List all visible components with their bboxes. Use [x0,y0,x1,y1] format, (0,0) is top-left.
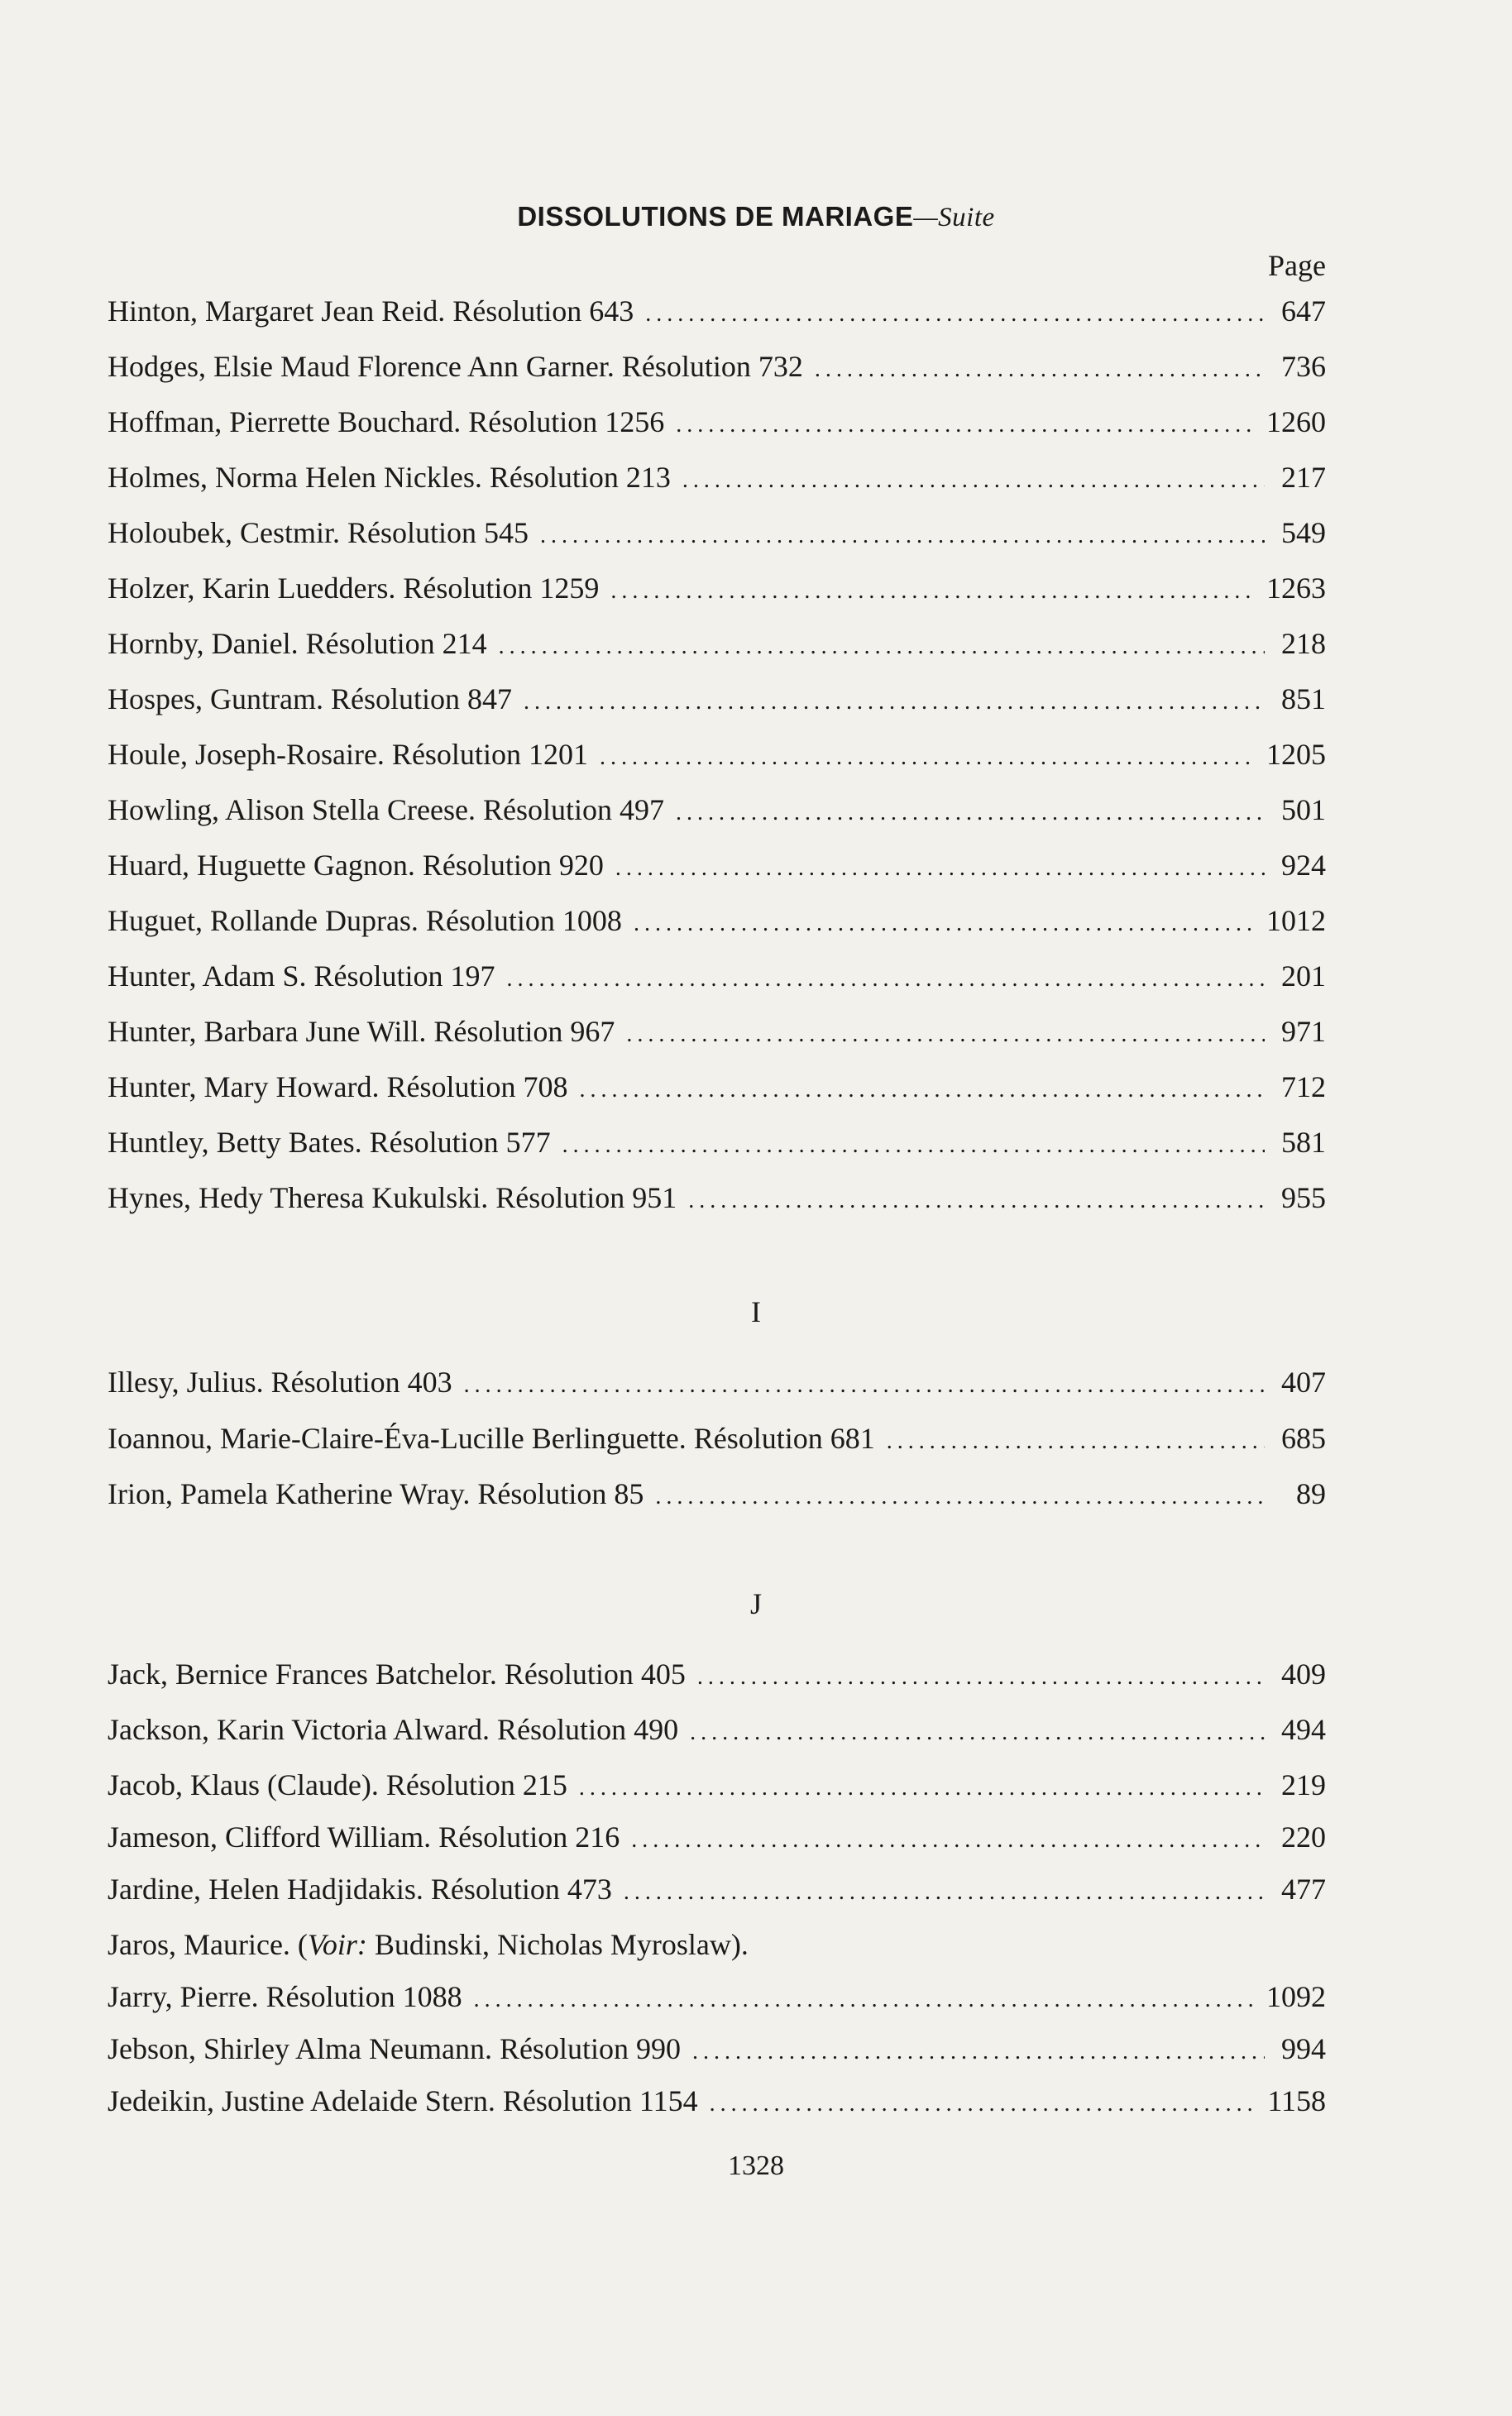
entry-page-number: 219 [1281,1768,1326,1801]
dot-leader [610,578,1255,605]
index-entry [108,1820,1326,1861]
dot-leader [562,1132,1265,1159]
entry-text: Ioannou, Marie-Claire-Éva-Lucille Berlinguette. Résolution 681 [108,1422,875,1455]
entry-page-number: 1260 [1266,405,1326,438]
dot-leader [615,855,1265,882]
entry-page-number: 201 [1281,959,1326,993]
index-entry [108,1421,1326,1462]
index-entry [108,2084,1326,2125]
dot-leader [600,744,1255,771]
entry-text: Hospes, Guntram. Résolution 847 [108,682,512,715]
entry-text: Hunter, Mary Howard. Résolution 708 [108,1070,568,1103]
index-entry [108,404,1326,446]
dot-leader [887,1428,1265,1455]
entry-text: Hodges, Elsie Maud Florence Ann Garner. Résolution 732 [108,350,803,383]
index-entry [108,515,1326,557]
entry-page-number: 407 [1281,1366,1326,1399]
entry-text: Hornby, Daniel. Résolution 214 [108,627,487,660]
entry-page-number: 1092 [1266,1980,1326,2013]
index-entry [108,626,1326,667]
header-subtitle: —Suite [913,203,995,232]
entry-text: Hynes, Hedy Theresa Kukulski. Résolution 951 [108,1181,677,1214]
entry-page-number: 220 [1281,1820,1326,1854]
entry-page-number: 647 [1281,294,1326,328]
dot-leader [507,966,1265,993]
index-entry [108,1927,1326,1969]
dot-leader [655,1484,1265,1510]
index-entry [108,1712,1326,1753]
dot-leader [631,1827,1265,1854]
entry-text: Jedeikin, Justine Adelaide Stern. Résolution 1154 [108,2084,698,2117]
index-entry [108,1979,1326,2021]
entry-page-number: 1263 [1266,572,1326,605]
entry-page-number: 685 [1281,1422,1326,1455]
dot-leader [676,412,1255,438]
index-entry [108,1014,1326,1055]
index-entry [108,792,1326,834]
entry-text: Huard, Huguette Gagnon. Résolution 920 [108,849,604,882]
index-entry [108,294,1326,335]
dot-leader [710,2091,1256,2117]
section-letter-i: I [751,1295,761,1328]
entry-text: Irion, Pamela Katherine Wray. Résolution 85 [108,1477,644,1510]
entry-page-number: 736 [1281,350,1326,383]
dot-leader [474,1987,1255,2013]
dot-leader [688,1188,1265,1214]
entry-text: Huntley, Betty Bates. Résolution 577 [108,1126,551,1159]
index-entry [108,460,1326,501]
entry-text: Holoubek, Cestmir. Résolution 545 [108,516,529,549]
entry-text: Jacob, Klaus (Claude). Résolution 215 [108,1768,567,1801]
entry-page-number: 501 [1281,793,1326,826]
entry-page-number: 994 [1281,2032,1326,2065]
entry-text: Jackson, Karin Victoria Alward. Résolution 490 [108,1713,679,1746]
dot-leader [464,1372,1265,1399]
entry-text: Jarry, Pierre. Résolution 1088 [108,1980,462,2013]
entry-page-number: 494 [1281,1713,1326,1746]
dot-leader [682,467,1265,494]
page-header [0,201,1512,233]
entry-page-number: 1205 [1266,738,1326,771]
entry-text: Jack, Bernice Frances Batchelor. Résolution 405 [108,1658,686,1691]
entry-page-number: 218 [1281,627,1326,660]
dot-leader [579,1077,1265,1103]
page-number: 1328 [728,2150,784,2181]
entry-text: Jaros, Maurice. (Voir: Budinski, Nicholas Myroslaw). [108,1928,749,1961]
entry-page-number: 89 [1296,1477,1326,1510]
entry-page-number: 217 [1281,461,1326,494]
entry-text: Jardine, Helen Hadjidakis. Résolution 473 [108,1873,612,1906]
entry-text: Hoffman, Pierrette Bouchard. Résolution 1256 [108,405,665,438]
entry-page-number: 581 [1281,1126,1326,1159]
index-entry [108,1872,1326,1913]
dot-leader [645,301,1265,328]
dot-leader [697,1664,1265,1691]
entry-text: Houle, Joseph-Rosaire. Résolution 1201 [108,738,588,771]
dot-leader [540,523,1265,549]
entry-page-number: 955 [1281,1181,1326,1214]
index-entry [108,1657,1326,1698]
dot-leader [499,634,1265,660]
index-entry [108,1125,1326,1166]
dot-leader [634,911,1255,937]
entry-text: Holzer, Karin Luedders. Résolution 1259 [108,572,600,605]
dot-leader [579,1775,1265,1801]
index-entry [108,1768,1326,1809]
entry-text: Jameson, Clifford William. Résolution 216 [108,1820,620,1854]
entry-text: Illesy, Julius. Résolution 403 [108,1366,452,1399]
index-entry [108,1180,1326,1222]
index-entry [108,848,1326,889]
index-entry [108,2031,1326,2073]
dot-leader [626,1021,1265,1048]
section-letter-j: J [749,1587,762,1620]
entry-text: Jebson, Shirley Alma Neumann. Résolution 990 [108,2032,681,2065]
index-entry [108,1476,1326,1518]
index-entry [108,1069,1326,1111]
dot-leader [815,356,1265,383]
dot-leader [690,1720,1265,1746]
entry-text: Hinton, Margaret Jean Reid. Résolution 643 [108,294,634,328]
entry-page-number: 549 [1281,516,1326,549]
entry-page-number: 409 [1281,1658,1326,1691]
entry-page-number: 971 [1281,1015,1326,1048]
index-entry [108,571,1326,612]
entry-page-number: 712 [1281,1070,1326,1103]
entry-text: Howling, Alison Stella Creese. Résolution 497 [108,793,664,826]
entry-page-number: 1158 [1267,2084,1326,2117]
entry-page-number: 924 [1281,849,1326,882]
index-entry [108,1365,1326,1406]
entry-text: Huguet, Rollande Dupras. Résolution 1008 [108,904,622,937]
page-column-label: Page [1268,249,1326,282]
entry-page-number: 851 [1281,682,1326,715]
entry-text: Holmes, Norma Helen Nickles. Résolution 213 [108,461,671,494]
index-entry [108,682,1326,723]
dot-leader [624,1879,1265,1906]
dot-leader [692,2039,1265,2065]
index-entry [108,349,1326,390]
index-entry [108,903,1326,945]
entry-page-number: 1012 [1266,904,1326,937]
header-title: DISSOLUTIONS DE MARIAGE [517,201,914,232]
entry-page-number: 477 [1281,1873,1326,1906]
entry-text: Hunter, Barbara June Will. Résolution 967 [108,1015,615,1048]
index-entry [108,737,1326,778]
index-entry [108,959,1326,1000]
dot-leader [524,689,1265,715]
dot-leader [676,800,1265,826]
entry-text: Hunter, Adam S. Résolution 197 [108,959,495,993]
